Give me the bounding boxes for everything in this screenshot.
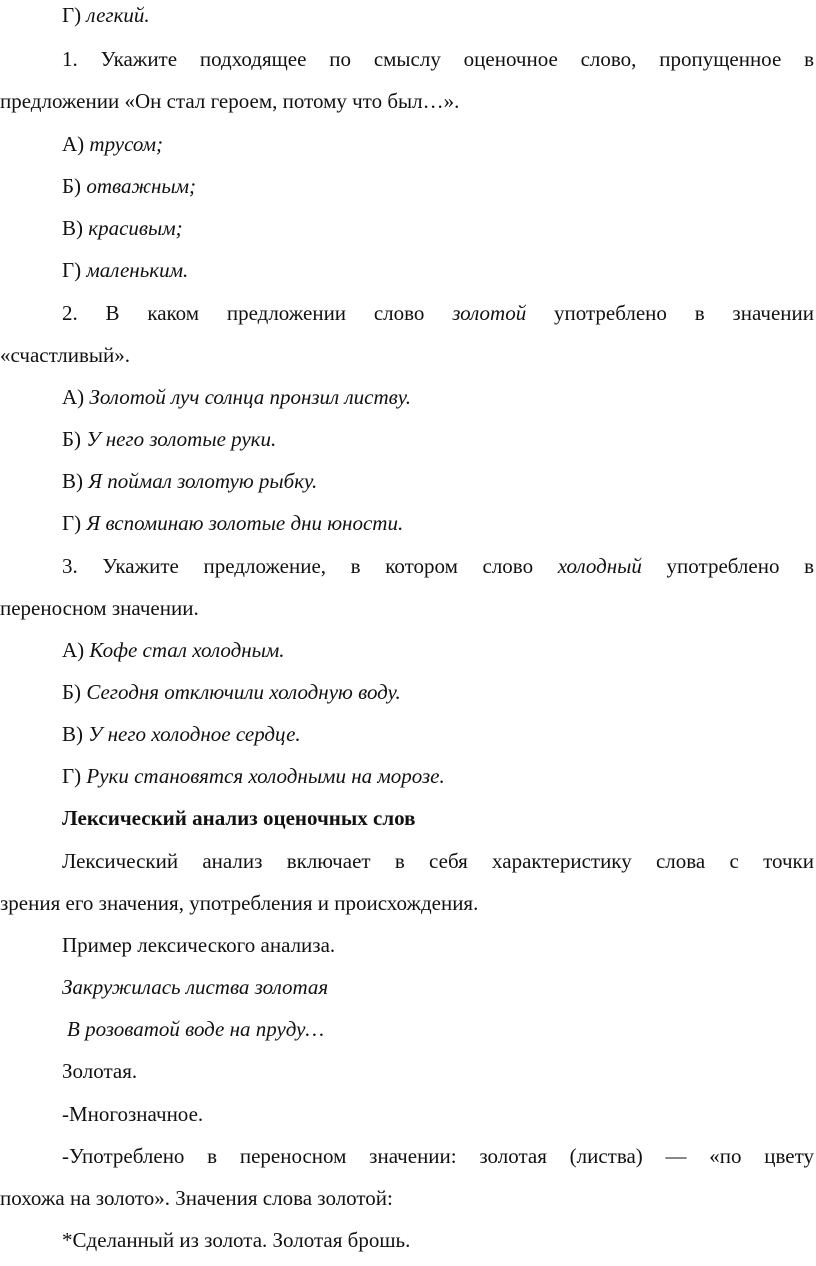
question-number: 3. [62, 554, 78, 578]
question-text: употреблено в [666, 554, 815, 578]
option-text: красивым; [88, 216, 183, 240]
question-1 [0, 44, 814, 74]
option-text: трусом; [89, 132, 164, 156]
option-letter: А) [62, 638, 85, 662]
question-1-continuation [0, 86, 814, 116]
q2-option-c [0, 466, 814, 496]
paragraph-text: похожа на золото». Значения слова золотой: [0, 1186, 393, 1210]
q3-option-c [0, 719, 814, 749]
question-number: 2. [62, 301, 78, 325]
question-2-continuation [0, 340, 814, 370]
option-text: Я поймал золотую рыбку. [88, 469, 318, 493]
question-keyword: холодный [557, 554, 642, 578]
q1-option-a [0, 129, 814, 159]
q2-option-d [0, 508, 814, 538]
q1-option-d [0, 255, 814, 285]
q3-option-a [0, 635, 814, 665]
option-letter: А) [62, 385, 85, 409]
q3-option-b [0, 677, 814, 707]
question-3-continuation [0, 593, 814, 623]
question-text: переносном значении. [0, 596, 199, 620]
question-text: «счастливый». [0, 343, 130, 367]
section-intro-continuation [0, 888, 814, 918]
option-letter: В) [62, 469, 83, 493]
q1-option-c [0, 213, 814, 243]
option-letter: Б) [62, 174, 82, 198]
q2-option-a [0, 382, 814, 412]
option-letter: В) [62, 216, 83, 240]
option-letter: Г) [62, 764, 82, 788]
q1-option-b [0, 171, 814, 201]
question-text: употреблено в значении [554, 301, 815, 325]
poem-text: В розоватой воде на пруду… [67, 1017, 325, 1041]
option-letter: Б) [62, 427, 82, 451]
option-text: легкий. [86, 3, 150, 27]
question-text: Укажите подходящее по смыслу оценочное слово, пропущенное в [100, 47, 814, 71]
poem-line-2 [0, 1014, 814, 1044]
section-heading [0, 803, 814, 833]
option-text: отважным; [86, 174, 197, 198]
option-letter: Г) [62, 511, 82, 535]
option-text: Сегодня отключили холодную воду. [86, 680, 401, 704]
poem-line-1 [0, 972, 814, 1002]
paragraph-text: Пример лексического анализа. [62, 933, 336, 957]
q2-option-b [0, 424, 814, 454]
option-text: Я вспоминаю золотые дни юности. [86, 511, 404, 535]
analysis-point-2 [0, 1141, 814, 1171]
paragraph-text: *Сделанный из золота. Золотая брошь. [62, 1228, 411, 1252]
paragraph-text: Лексический анализ включает в себя характеристику слова с точки [62, 849, 814, 873]
question-2 [0, 298, 814, 328]
option-text: У него золотые руки. [86, 427, 277, 451]
question-text: предложении «Он стал героем, потому что был…». [0, 89, 460, 113]
option-letter: В) [62, 722, 83, 746]
example-label [0, 930, 814, 960]
paragraph-text: зрения его значения, употребления и происхождения. [0, 891, 479, 915]
section-heading-text: Лексический анализ оценочных слов [62, 806, 416, 830]
option-letter: Б) [62, 680, 82, 704]
meaning-1 [0, 1225, 814, 1255]
question-number: 1. [62, 47, 78, 71]
option-text: Руки становятся холодными на морозе. [86, 764, 445, 788]
question-keyword: золотой [452, 301, 527, 325]
question-text: В каком предложении слово [105, 301, 425, 325]
prev-option [0, 0, 814, 30]
option-letter: А) [62, 132, 85, 156]
section-intro [0, 846, 814, 876]
option-text: Кофе стал холодным. [89, 638, 285, 662]
paragraph-text: -Употреблено в переносном значении: золотая (листва) — «по цвету [62, 1144, 814, 1168]
paragraph-text: Золотая. [62, 1059, 138, 1083]
q3-option-d [0, 761, 814, 791]
option-text: маленьким. [86, 258, 189, 282]
analysis-point-2-continuation [0, 1183, 814, 1213]
option-letter: Г) [62, 258, 82, 282]
option-letter: Г) [62, 3, 82, 27]
question-3 [0, 551, 814, 581]
analysis-word [0, 1056, 814, 1086]
option-text: У него холодное сердце. [88, 722, 301, 746]
poem-text: Закружилась листва золотая [62, 975, 329, 999]
option-text: Золотой луч солнца пронзил листву. [89, 385, 411, 409]
analysis-point-1 [0, 1099, 814, 1129]
paragraph-text: -Многозначное. [62, 1102, 204, 1126]
question-text: Укажите предложение, в котором слово [102, 554, 534, 578]
